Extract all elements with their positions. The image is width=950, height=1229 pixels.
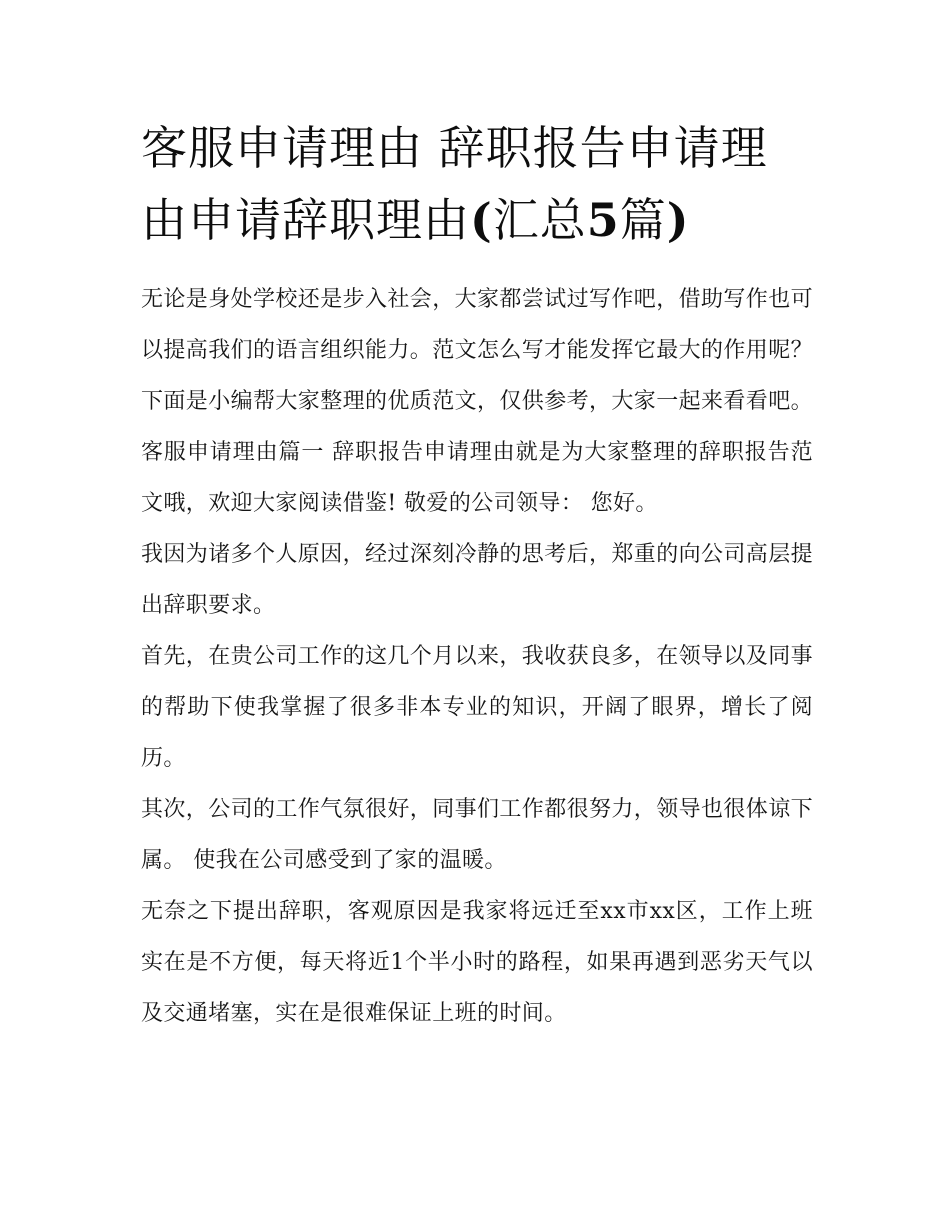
paragraph-first-reason: 首先，在贵公司工作的这几个月以来，我收获良多，在领导以及同事的帮助下使我掌握了很多非本专业的知识，开阔了眼界，增长了阅历。 xyxy=(141,644,814,771)
document-title xyxy=(141,112,813,256)
paragraph-relocation-reason: 无奈之下提出辞职，客观原因是我家将远迁至xx市xx区，工作上班实在是不方便，每天将近1个半小时的路程，如果再遇到恶劣天气以及交通堵塞，实在是很难保证上班的时间。 xyxy=(141,899,813,1026)
title-line-2: 由申请辞职理由(汇总5篇) xyxy=(141,193,690,247)
paragraph-intro: 无论是身处学校还是步入社会，大家都尝试过写作吧，借助写作也可以提高我们的语言组织能力。范文怎么写才能发挥它最大的作用呢？下面是小编帮大家整理的优质范文，仅供参考，大家一起来看看吧。 xyxy=(141,287,814,414)
paragraph-second-reason: 其次，公司的工作气氛很好，同事们工作都很努力，领导也很体谅下属。 使我在公司感受到了家的温暖。 xyxy=(141,797,814,873)
title-line-1: 客服申请理由 辞职报告申请理 xyxy=(141,121,768,175)
document-body xyxy=(141,274,813,1039)
document-content xyxy=(141,112,813,1039)
paragraph-resignation-request: 我因为诸多个人原因，经过深刻冷静的思考后，郑重的向公司高层提出辞职要求。 xyxy=(141,542,814,618)
paragraph-article-1-intro: 客服申请理由篇一 辞职报告申请理由就是为大家整理的辞职报告范文哦，欢迎大家阅读借鉴! 敬爱的公司领导： 您好。 xyxy=(141,440,813,516)
